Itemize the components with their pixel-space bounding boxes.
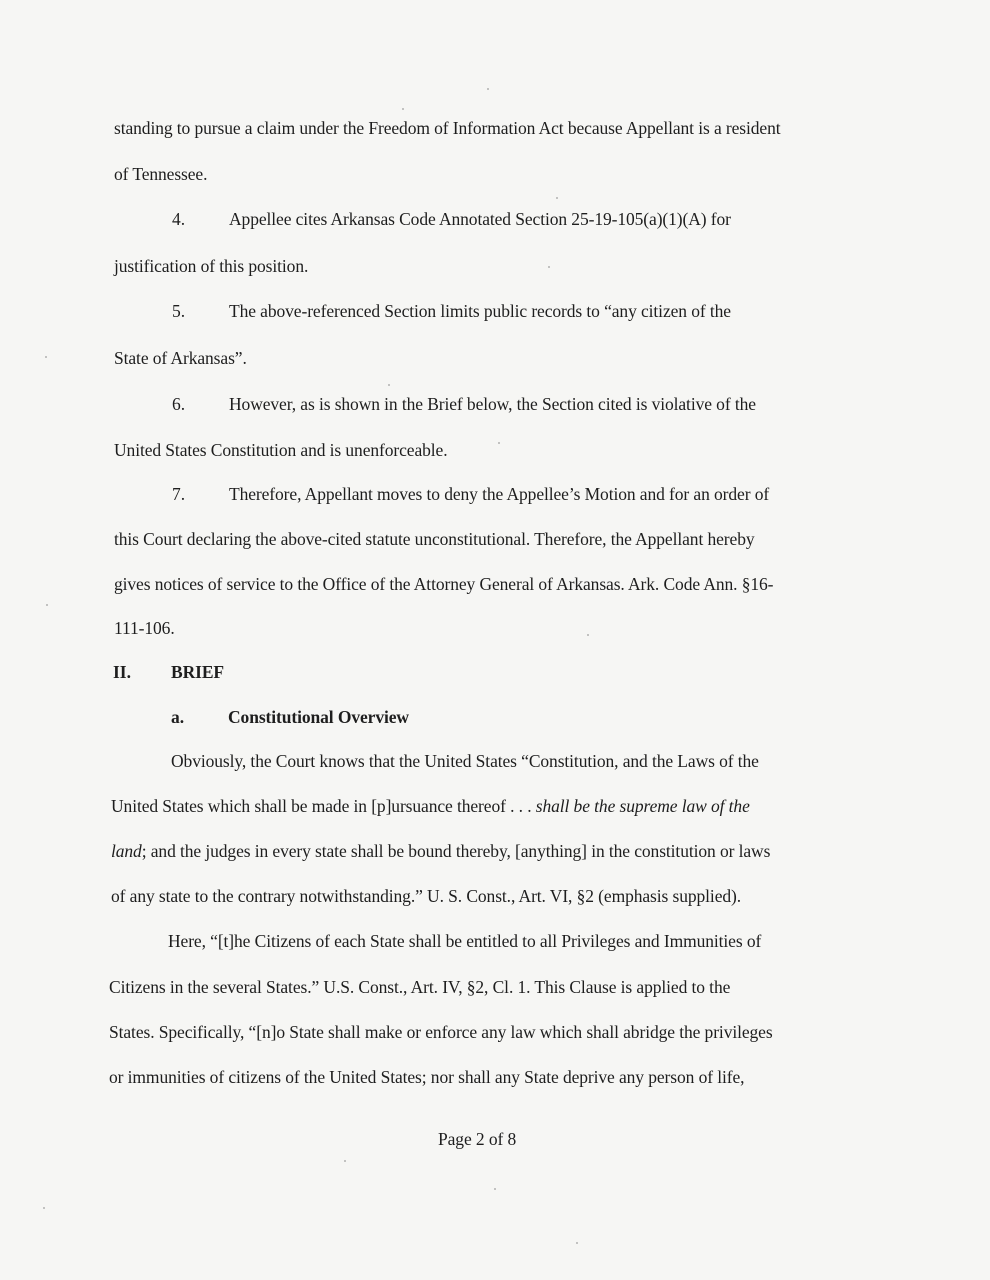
scan-speck: [402, 108, 404, 110]
scan-speck: [487, 88, 489, 90]
item-text: Appellee cites Arkansas Code Annotated Section 25-19-105(a)(1)(A) for: [229, 209, 731, 229]
item-text: United States Constitution and is unenforceable.: [114, 440, 448, 460]
item-text: State of Arkansas”.: [114, 348, 247, 368]
paragraph-line: Obviously, the Court knows that the United States “Constitution, and the Laws of the: [171, 751, 759, 771]
section-title: BRIEF: [171, 662, 224, 682]
scan-speck: [494, 1188, 496, 1190]
scan-speck: [548, 266, 550, 268]
scan-speck: [344, 1160, 346, 1162]
body-line: standing to pursue a claim under the Freedom of Information Act because Appellant is a resident: [114, 118, 781, 138]
paragraph-line: of any state to the contrary notwithstanding.” U. S. Const., Art. VI, §2 (emphasis supplied).: [111, 886, 742, 906]
scan-speck: [587, 634, 589, 636]
item-text: Therefore, Appellant moves to deny the Appellee’s Motion and for an order of: [229, 484, 770, 504]
paragraph-line: or immunities of citizens of the United States; nor shall any State deprive any person of life,: [109, 1067, 745, 1087]
page-number: Page 2 of 8: [438, 1129, 517, 1149]
item-number: 6.: [172, 394, 186, 414]
scan-speck: [576, 1242, 578, 1244]
section-number: II.: [113, 662, 131, 682]
paragraph-line: Citizens in the several States.” U.S. Const., Art. IV, §2, Cl. 1. This Clause is applied to the: [109, 977, 731, 997]
body-line: of Tennessee.: [114, 164, 208, 184]
subsection-title: Constitutional Overview: [228, 707, 409, 727]
item-text: this Court declaring the above-cited statute unconstitutional. Therefore, the Appellant hereby: [114, 529, 755, 549]
scan-speck: [556, 197, 558, 199]
scan-speck: [43, 1207, 45, 1209]
item-text: 111-106.: [114, 618, 175, 638]
item-text: The above-referenced Section limits public records to “any citizen of the: [229, 301, 731, 321]
item-text: However, as is shown in the Brief below, the Section cited is violative of the: [229, 394, 756, 414]
item-text: justification of this position.: [114, 256, 309, 276]
scan-speck: [46, 604, 48, 606]
paragraph-line: Here, “[t]he Citizens of each State shall be entitled to all Privileges and Immunities of: [168, 931, 762, 951]
subsection-letter: a.: [171, 707, 185, 727]
item-number: 4.: [172, 209, 186, 229]
paragraph-line: United States which shall be made in [p]ursuance thereof . . . shall be the supreme law of the: [111, 796, 750, 816]
scan-speck: [388, 384, 390, 386]
scan-speck: [45, 356, 47, 358]
paragraph-line: land; and the judges in every state shall be bound thereby, [anything] in the constitution or laws: [111, 841, 771, 861]
item-number: 7.: [172, 484, 186, 504]
item-text: gives notices of service to the Office of the Attorney General of Arkansas. Ark. Code Ann. §16-: [114, 574, 774, 594]
scan-speck: [498, 442, 500, 444]
item-number: 5.: [172, 301, 186, 321]
paragraph-line: States. Specifically, “[n]o State shall make or enforce any law which shall abridge the privileges: [109, 1022, 773, 1042]
